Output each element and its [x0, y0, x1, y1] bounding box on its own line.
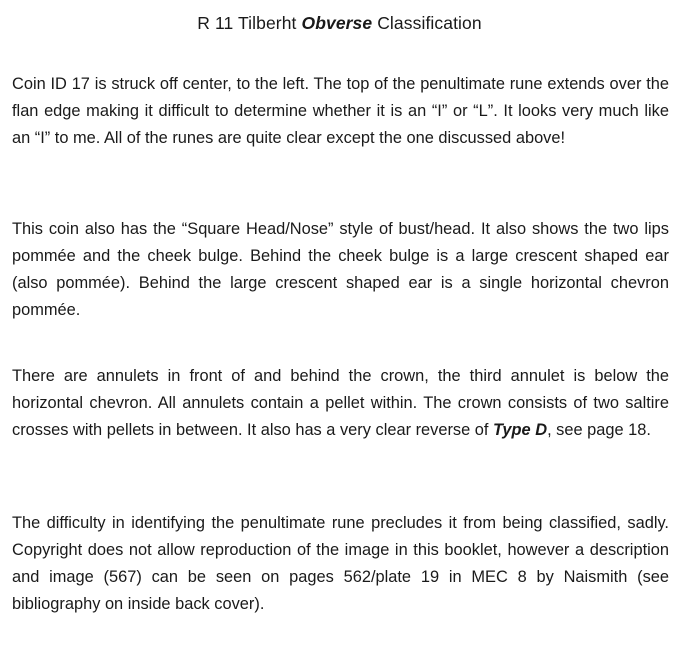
title-suffix: Classification: [372, 13, 482, 33]
page-title: [0, 11, 679, 35]
paragraph-1: Coin ID 17 is struck off center, to the left. The top of the penultimate rune extends over the flan edge making it difficult to determine whether it is an “I” or “L”. It looks very much like an “I” to me. All of the runes are quite clear except the one discussed above!: [12, 75, 669, 147]
paragraph-3: [12, 363, 669, 444]
title-prefix: R 11 Tilberht: [197, 13, 302, 33]
paragraph-2: This coin also has the “Square Head/Nose” style of bust/head. It also shows the two lips pommée and the cheek bulge. Behind the cheek bulge is a large crescent shaped ear (also pommée). Behind the large crescent shaped ear is a single horizontal chevron pommée.: [12, 220, 669, 319]
paragraph-3-text: There are annulets in front of and behind the crown, the third annulet is below the horizontal chevron. All annulets contain a pellet within. The crown consists of two saltire crosses with pellets in between. It also has a very clear reverse of: [12, 367, 669, 439]
paragraph-3-emphasis: Type D: [493, 421, 548, 439]
paragraph-3-end: , see page 18.: [547, 421, 651, 439]
paragraph-4: The difficulty in identifying the penultimate rune precludes it from being classified, sadly. Copyright does not allow reproduction of the image in this booklet, however a description and image (567) can be seen on pages 562/plate 19 in MEC 8 by Naismith (see bibliography on inside back cover).: [12, 514, 669, 613]
title-emphasis: Obverse: [301, 13, 373, 33]
